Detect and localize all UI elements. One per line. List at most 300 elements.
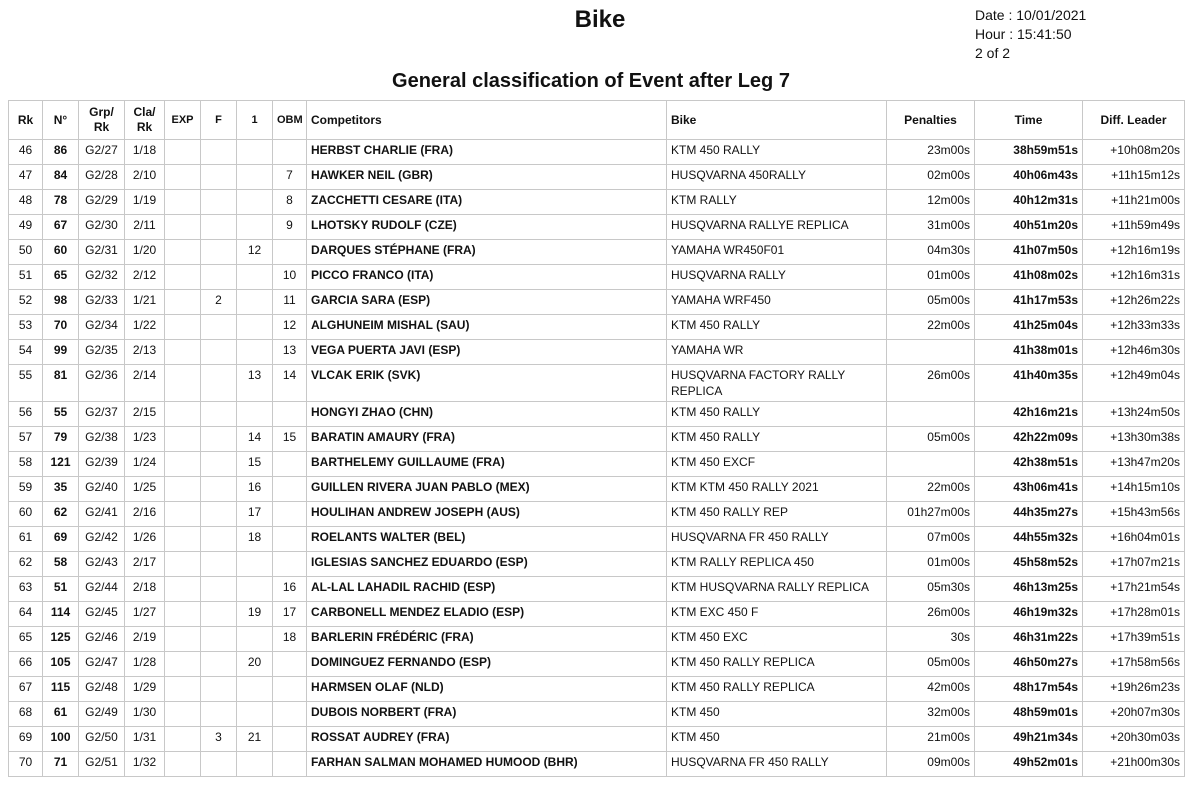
cell-obm: [273, 677, 307, 702]
table-row: [9, 240, 1185, 265]
cell-time: 43h06m41s: [975, 477, 1083, 502]
cell-penalties: 02m00s: [887, 165, 975, 190]
cell-group-rank: G2/38: [79, 427, 125, 452]
cell-bike: KTM 450 RALLY: [667, 140, 887, 165]
cell-competitor: VLCAK ERIK (SVK): [307, 365, 667, 402]
cell-one: 17: [237, 502, 273, 527]
table-header: [9, 101, 1185, 140]
cell-penalties: 07m00s: [887, 527, 975, 552]
cell-obm: [273, 702, 307, 727]
cell-number: 70: [43, 315, 79, 340]
cell-bike: KTM 450 RALLY: [667, 315, 887, 340]
cell-class-rank: 1/27: [125, 602, 165, 627]
cell-competitor: ALGHUNEIM MISHAL (SAU): [307, 315, 667, 340]
cell-competitor: HARMSEN OLAF (NLD): [307, 677, 667, 702]
cell-group-rank: G2/42: [79, 527, 125, 552]
cell-bike: KTM EXC 450 F: [667, 602, 887, 627]
cell-obm: 14: [273, 365, 307, 402]
cell-penalties: 01h27m00s: [887, 502, 975, 527]
cell-group-rank: G2/29: [79, 190, 125, 215]
cell-bike: KTM RALLY: [667, 190, 887, 215]
cell-one: [237, 552, 273, 577]
cell-time: 49h52m01s: [975, 752, 1083, 777]
cell-one: [237, 290, 273, 315]
cell-competitor: DARQUES STÉPHANE (FRA): [307, 240, 667, 265]
cell-obm: 10: [273, 265, 307, 290]
cell-number: 84: [43, 165, 79, 190]
cell-penalties: 01m00s: [887, 265, 975, 290]
cell-bike: HUSQVARNA FR 450 RALLY: [667, 527, 887, 552]
cell-time: 38h59m51s: [975, 140, 1083, 165]
cell-obm: [273, 477, 307, 502]
cell-competitor: PICCO FRANCO (ITA): [307, 265, 667, 290]
classification-table: [8, 100, 1185, 777]
cell-class-rank: 1/19: [125, 190, 165, 215]
cell-time: 41h17m53s: [975, 290, 1083, 315]
cell-f: [201, 577, 237, 602]
cell-class-rank: 1/21: [125, 290, 165, 315]
cell-exp: [165, 452, 201, 477]
cell-time: 41h38m01s: [975, 340, 1083, 365]
cell-number: 60: [43, 240, 79, 265]
cell-bike: HUSQVARNA FACTORY RALLY REPLICA: [667, 365, 887, 402]
table-row: [9, 452, 1185, 477]
col-exp: EXP: [165, 101, 201, 140]
col-bike: Bike: [667, 101, 887, 140]
cell-f: [201, 752, 237, 777]
cell-obm: [273, 652, 307, 677]
cell-f: [201, 365, 237, 402]
cell-rank: 64: [9, 602, 43, 627]
cell-time: 46h31m22s: [975, 627, 1083, 652]
cell-one: [237, 190, 273, 215]
cell-f: [201, 315, 237, 340]
cell-exp: [165, 527, 201, 552]
cell-penalties: 21m00s: [887, 727, 975, 752]
cell-obm: 16: [273, 577, 307, 602]
cell-group-rank: G2/33: [79, 290, 125, 315]
cell-time: 40h51m20s: [975, 215, 1083, 240]
cell-number: 65: [43, 265, 79, 290]
cell-one: 15: [237, 452, 273, 477]
cell-class-rank: 2/12: [125, 265, 165, 290]
cell-class-rank: 2/19: [125, 627, 165, 652]
cell-obm: 15: [273, 427, 307, 452]
cell-penalties: 32m00s: [887, 702, 975, 727]
page-indicator: 2 of 2: [975, 45, 1011, 61]
cell-class-rank: 2/18: [125, 577, 165, 602]
table-row: [9, 477, 1185, 502]
cell-time: 41h07m50s: [975, 240, 1083, 265]
cell-bike: HUSQVARNA RALLYE REPLICA: [667, 215, 887, 240]
cell-obm: [273, 752, 307, 777]
table-row: [9, 677, 1185, 702]
cell-number: 115: [43, 677, 79, 702]
cell-diff-leader: +17h21m54s: [1083, 577, 1185, 602]
cell-one: 14: [237, 427, 273, 452]
report-meta: [975, 6, 1086, 63]
table-row: [9, 190, 1185, 215]
cell-competitor: HONGYI ZHAO (CHN): [307, 402, 667, 427]
cell-group-rank: G2/46: [79, 627, 125, 652]
cell-competitor: IGLESIAS SANCHEZ EDUARDO (ESP): [307, 552, 667, 577]
cell-penalties: 09m00s: [887, 752, 975, 777]
table-row: [9, 552, 1185, 577]
cell-exp: [165, 427, 201, 452]
cell-competitor: VEGA PUERTA JAVI (ESP): [307, 340, 667, 365]
cell-obm: 8: [273, 190, 307, 215]
cell-diff-leader: +13h47m20s: [1083, 452, 1185, 477]
table-row: [9, 577, 1185, 602]
cell-penalties: 05m00s: [887, 290, 975, 315]
cell-group-rank: G2/50: [79, 727, 125, 752]
col-time: Time: [975, 101, 1083, 140]
cell-group-rank: G2/44: [79, 577, 125, 602]
cell-one: 12: [237, 240, 273, 265]
cell-group-rank: G2/43: [79, 552, 125, 577]
cell-one: [237, 702, 273, 727]
cell-class-rank: 1/31: [125, 727, 165, 752]
cell-diff-leader: +12h16m31s: [1083, 265, 1185, 290]
cell-number: 79: [43, 427, 79, 452]
cell-class-rank: 1/29: [125, 677, 165, 702]
cell-group-rank: G2/45: [79, 602, 125, 627]
cell-competitor: GARCIA SARA (ESP): [307, 290, 667, 315]
cell-penalties: 26m00s: [887, 602, 975, 627]
cell-class-rank: 2/11: [125, 215, 165, 240]
cell-group-rank: G2/32: [79, 265, 125, 290]
cell-obm: [273, 727, 307, 752]
cell-penalties: [887, 340, 975, 365]
cell-number: 125: [43, 627, 79, 652]
cell-exp: [165, 727, 201, 752]
cell-exp: [165, 752, 201, 777]
cell-f: [201, 340, 237, 365]
cell-rank: 55: [9, 365, 43, 402]
cell-rank: 68: [9, 702, 43, 727]
table-row: [9, 140, 1185, 165]
cell-time: 40h06m43s: [975, 165, 1083, 190]
table-row: [9, 402, 1185, 427]
cell-diff-leader: +11h21m00s: [1083, 190, 1185, 215]
cell-one: [237, 677, 273, 702]
table-row: [9, 427, 1185, 452]
cell-group-rank: G2/47: [79, 652, 125, 677]
cell-number: 71: [43, 752, 79, 777]
cell-one: [237, 215, 273, 240]
cell-rank: 66: [9, 652, 43, 677]
cell-one: 20: [237, 652, 273, 677]
cell-bike: KTM 450 EXCF: [667, 452, 887, 477]
cell-competitor: ROSSAT AUDREY (FRA): [307, 727, 667, 752]
cell-diff-leader: +15h43m56s: [1083, 502, 1185, 527]
cell-bike: KTM 450 EXC: [667, 627, 887, 652]
cell-group-rank: G2/39: [79, 452, 125, 477]
cell-bike: HUSQVARNA FR 450 RALLY: [667, 752, 887, 777]
cell-number: 67: [43, 215, 79, 240]
cell-competitor: BARTHELEMY GUILLAUME (FRA): [307, 452, 667, 477]
cell-class-rank: 1/18: [125, 140, 165, 165]
cell-class-rank: 2/15: [125, 402, 165, 427]
cell-one: 13: [237, 365, 273, 402]
col-f: F: [201, 101, 237, 140]
cell-group-rank: G2/49: [79, 702, 125, 727]
table-row: [9, 702, 1185, 727]
cell-penalties: 05m30s: [887, 577, 975, 602]
cell-rank: 70: [9, 752, 43, 777]
table-row: [9, 527, 1185, 552]
cell-class-rank: 1/28: [125, 652, 165, 677]
cell-penalties: 26m00s: [887, 365, 975, 402]
cell-class-rank: 2/13: [125, 340, 165, 365]
cell-number: 61: [43, 702, 79, 727]
cell-time: 49h21m34s: [975, 727, 1083, 752]
cell-bike: KTM 450 RALLY REPLICA: [667, 677, 887, 702]
cell-obm: [273, 552, 307, 577]
cell-class-rank: 1/30: [125, 702, 165, 727]
cell-time: 42h16m21s: [975, 402, 1083, 427]
cell-exp: [165, 165, 201, 190]
cell-rank: 59: [9, 477, 43, 502]
cell-f: [201, 502, 237, 527]
table-row: [9, 315, 1185, 340]
cell-bike: HUSQVARNA RALLY: [667, 265, 887, 290]
cell-rank: 46: [9, 140, 43, 165]
cell-obm: 18: [273, 627, 307, 652]
cell-number: 78: [43, 190, 79, 215]
cell-exp: [165, 577, 201, 602]
col-group-rank: Grp/ Rk: [79, 101, 125, 140]
cell-time: 46h19m32s: [975, 602, 1083, 627]
cell-class-rank: 1/32: [125, 752, 165, 777]
cell-diff-leader: +17h39m51s: [1083, 627, 1185, 652]
cell-time: 48h17m54s: [975, 677, 1083, 702]
cell-competitor: DOMINGUEZ FERNANDO (ESP): [307, 652, 667, 677]
cell-rank: 51: [9, 265, 43, 290]
cell-bike: KTM 450: [667, 702, 887, 727]
cell-one: [237, 627, 273, 652]
cell-exp: [165, 290, 201, 315]
cell-f: [201, 215, 237, 240]
cell-penalties: 23m00s: [887, 140, 975, 165]
cell-group-rank: G2/37: [79, 402, 125, 427]
cell-penalties: 30s: [887, 627, 975, 652]
report-date: Date : 10/01/2021: [975, 7, 1087, 23]
cell-exp: [165, 502, 201, 527]
cell-one: 16: [237, 477, 273, 502]
cell-time: 42h38m51s: [975, 452, 1083, 477]
cell-group-rank: G2/34: [79, 315, 125, 340]
cell-number: 35: [43, 477, 79, 502]
col-class-rank: Cla/ Rk: [125, 101, 165, 140]
cell-exp: [165, 402, 201, 427]
col-diff-leader: Diff. Leader: [1083, 101, 1185, 140]
cell-competitor: ROELANTS WALTER (BEL): [307, 527, 667, 552]
cell-rank: 48: [9, 190, 43, 215]
cell-exp: [165, 365, 201, 402]
cell-f: [201, 165, 237, 190]
cell-competitor: BARATIN AMAURY (FRA): [307, 427, 667, 452]
cell-time: 41h40m35s: [975, 365, 1083, 402]
cell-diff-leader: +20h07m30s: [1083, 702, 1185, 727]
cell-diff-leader: +16h04m01s: [1083, 527, 1185, 552]
cell-competitor: BARLERIN FRÉDÉRIC (FRA): [307, 627, 667, 652]
cell-group-rank: G2/35: [79, 340, 125, 365]
cell-f: [201, 627, 237, 652]
cell-rank: 47: [9, 165, 43, 190]
cell-diff-leader: +13h24m50s: [1083, 402, 1185, 427]
cell-penalties: 22m00s: [887, 315, 975, 340]
table-row: [9, 340, 1185, 365]
cell-number: 98: [43, 290, 79, 315]
cell-f: [201, 427, 237, 452]
cell-number: 121: [43, 452, 79, 477]
cell-class-rank: 2/10: [125, 165, 165, 190]
cell-number: 55: [43, 402, 79, 427]
cell-time: 41h08m02s: [975, 265, 1083, 290]
cell-one: [237, 402, 273, 427]
cell-one: [237, 752, 273, 777]
cell-number: 99: [43, 340, 79, 365]
cell-diff-leader: +20h30m03s: [1083, 727, 1185, 752]
table-row: [9, 652, 1185, 677]
table-body: [9, 140, 1185, 777]
cell-obm: [273, 240, 307, 265]
cell-rank: 61: [9, 527, 43, 552]
cell-diff-leader: +17h58m56s: [1083, 652, 1185, 677]
cell-time: 48h59m01s: [975, 702, 1083, 727]
cell-exp: [165, 602, 201, 627]
cell-obm: 9: [273, 215, 307, 240]
cell-class-rank: 1/26: [125, 527, 165, 552]
cell-competitor: CARBONELL MENDEZ ELADIO (ESP): [307, 602, 667, 627]
cell-competitor: ZACCHETTI CESARE (ITA): [307, 190, 667, 215]
cell-bike: YAMAHA WR: [667, 340, 887, 365]
col-rk: Rk: [9, 101, 43, 140]
cell-diff-leader: +17h07m21s: [1083, 552, 1185, 577]
table-row: [9, 727, 1185, 752]
cell-class-rank: 2/16: [125, 502, 165, 527]
cell-competitor: FARHAN SALMAN MOHAMED HUMOOD (BHR): [307, 752, 667, 777]
cell-f: [201, 477, 237, 502]
cell-rank: 56: [9, 402, 43, 427]
cell-penalties: [887, 402, 975, 427]
cell-group-rank: G2/28: [79, 165, 125, 190]
cell-f: [201, 602, 237, 627]
cell-group-rank: G2/27: [79, 140, 125, 165]
cell-one: [237, 340, 273, 365]
cell-diff-leader: +14h15m10s: [1083, 477, 1185, 502]
cell-exp: [165, 265, 201, 290]
cell-competitor: GUILLEN RIVERA JUAN PABLO (MEX): [307, 477, 667, 502]
table-row: [9, 602, 1185, 627]
cell-number: 58: [43, 552, 79, 577]
cell-one: 19: [237, 602, 273, 627]
cell-penalties: 01m00s: [887, 552, 975, 577]
cell-exp: [165, 627, 201, 652]
col-number: N°: [43, 101, 79, 140]
cell-competitor: HERBST CHARLIE (FRA): [307, 140, 667, 165]
cell-penalties: 42m00s: [887, 677, 975, 702]
cell-competitor: DUBOIS NORBERT (FRA): [307, 702, 667, 727]
cell-rank: 57: [9, 427, 43, 452]
table-row: [9, 265, 1185, 290]
table-row: [9, 752, 1185, 777]
cell-time: 46h13m25s: [975, 577, 1083, 602]
cell-exp: [165, 140, 201, 165]
cell-obm: [273, 402, 307, 427]
cell-penalties: 12m00s: [887, 190, 975, 215]
cell-obm: 7: [273, 165, 307, 190]
cell-time: 42h22m09s: [975, 427, 1083, 452]
cell-time: 44h55m32s: [975, 527, 1083, 552]
cell-group-rank: G2/51: [79, 752, 125, 777]
cell-rank: 50: [9, 240, 43, 265]
cell-penalties: 04m30s: [887, 240, 975, 265]
cell-obm: 11: [273, 290, 307, 315]
cell-f: [201, 552, 237, 577]
cell-rank: 67: [9, 677, 43, 702]
cell-rank: 62: [9, 552, 43, 577]
cell-exp: [165, 190, 201, 215]
cell-obm: 13: [273, 340, 307, 365]
cell-f: [201, 240, 237, 265]
cell-exp: [165, 677, 201, 702]
cell-class-rank: 1/20: [125, 240, 165, 265]
table-row: [9, 215, 1185, 240]
cell-exp: [165, 315, 201, 340]
cell-bike: KTM 450 RALLY: [667, 402, 887, 427]
col-penalties: Penalties: [887, 101, 975, 140]
cell-f: 2: [201, 290, 237, 315]
cell-time: 46h50m27s: [975, 652, 1083, 677]
table-row: [9, 627, 1185, 652]
cell-rank: 58: [9, 452, 43, 477]
cell-rank: 63: [9, 577, 43, 602]
cell-one: [237, 140, 273, 165]
cell-rank: 49: [9, 215, 43, 240]
cell-exp: [165, 702, 201, 727]
cell-bike: HUSQVARNA 450RALLY: [667, 165, 887, 190]
cell-diff-leader: +10h08m20s: [1083, 140, 1185, 165]
cell-bike: KTM HUSQVARNA RALLY REPLICA: [667, 577, 887, 602]
cell-class-rank: 1/24: [125, 452, 165, 477]
cell-group-rank: G2/30: [79, 215, 125, 240]
cell-group-rank: G2/31: [79, 240, 125, 265]
cell-rank: 69: [9, 727, 43, 752]
cell-obm: [273, 527, 307, 552]
cell-number: 62: [43, 502, 79, 527]
cell-one: [237, 165, 273, 190]
cell-time: 44h35m27s: [975, 502, 1083, 527]
col-one: 1: [237, 101, 273, 140]
cell-bike: KTM 450 RALLY REP: [667, 502, 887, 527]
cell-competitor: AL-LAL LAHADIL RACHID (ESP): [307, 577, 667, 602]
cell-diff-leader: +11h59m49s: [1083, 215, 1185, 240]
cell-bike: YAMAHA WRF450: [667, 290, 887, 315]
cell-exp: [165, 552, 201, 577]
cell-f: [201, 190, 237, 215]
table-row: [9, 502, 1185, 527]
cell-exp: [165, 240, 201, 265]
cell-number: 86: [43, 140, 79, 165]
cell-f: [201, 652, 237, 677]
cell-penalties: [887, 452, 975, 477]
cell-penalties: 22m00s: [887, 477, 975, 502]
cell-one: 21: [237, 727, 273, 752]
cell-group-rank: G2/48: [79, 677, 125, 702]
cell-class-rank: 1/23: [125, 427, 165, 452]
